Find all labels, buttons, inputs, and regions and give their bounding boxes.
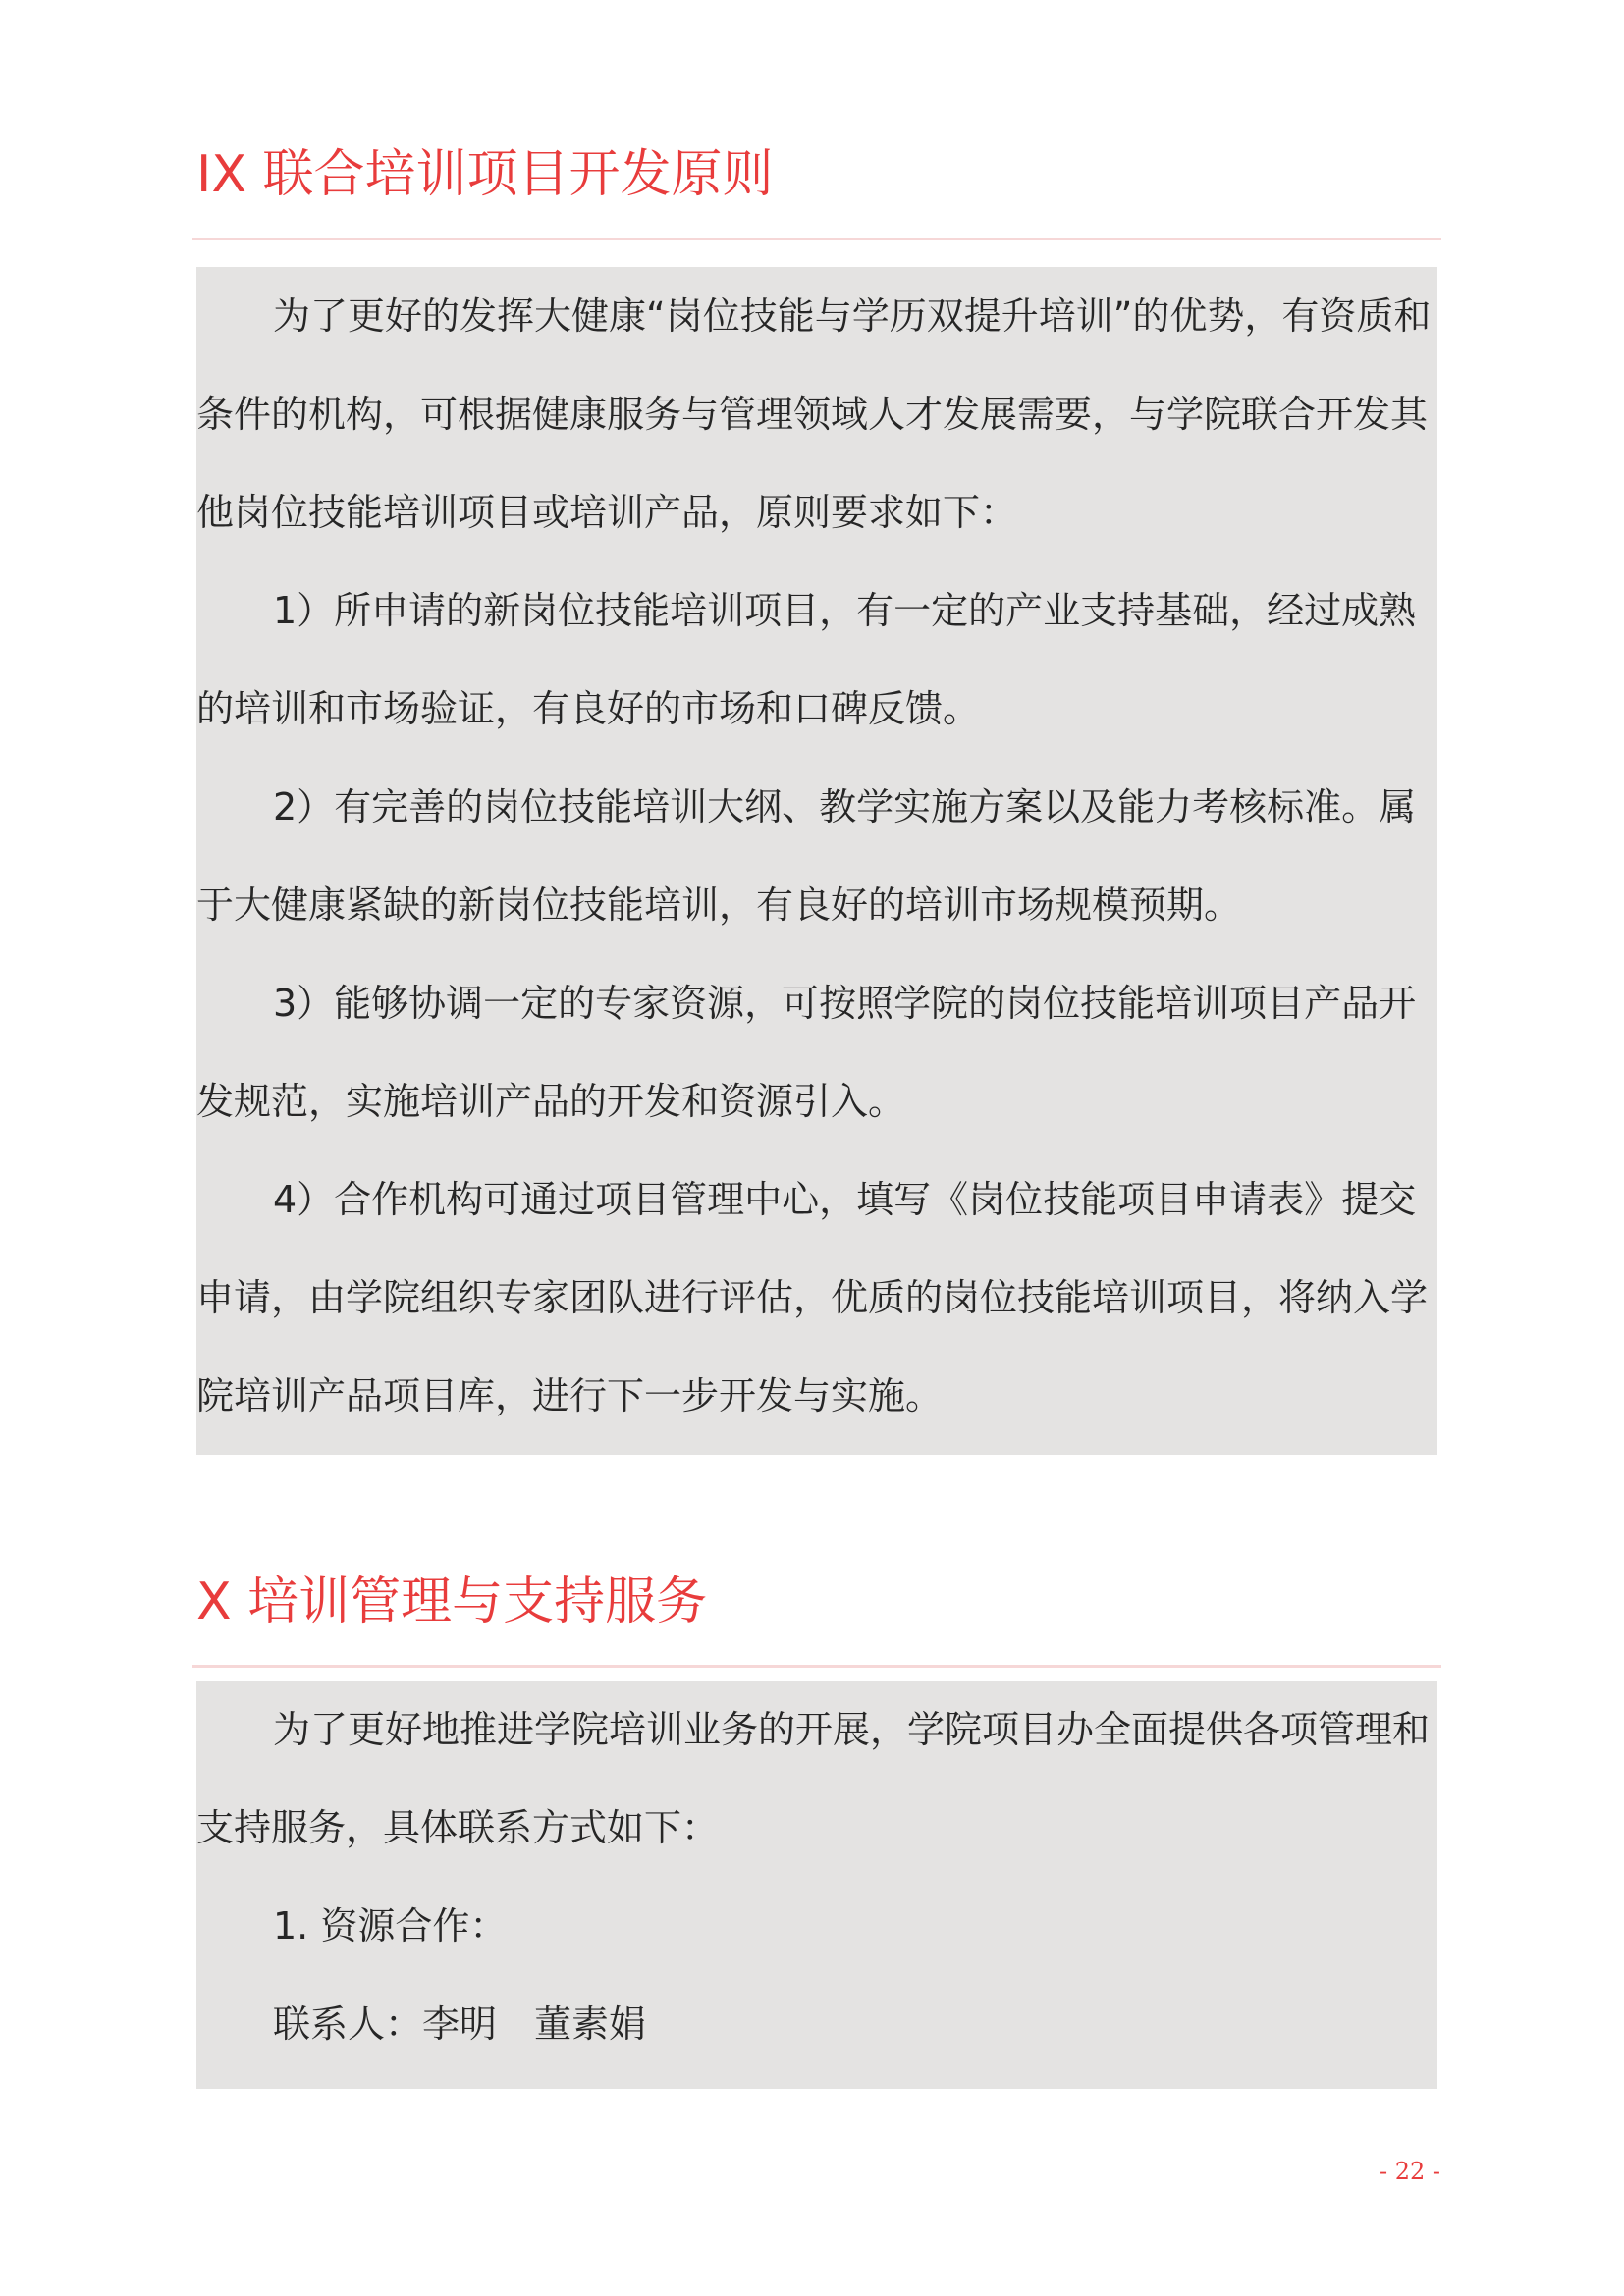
principle-4-paragraph: 4）合作机构可通过项目管理中心，填写《岗位技能项目申请表》提交申请，由学院组织专家团队进行评估，优质的岗位技能培训项目，将纳入学院培训产品项目库，进行下一步开发与实施。 xyxy=(196,1178,1429,1417)
contact-person-line: 联系人：李明 董素娟 xyxy=(273,2002,647,2046)
intro-paragraph: 为了更好的发挥大健康“岗位技能与学历双提升培训”的优势，有资质和条件的机构，可根据健康服务与管理领域人才发展需要，与学院联合开发其他岗位技能培训项目或培训产品，原则要求如下： xyxy=(196,294,1432,534)
principle-3-paragraph: 3）能够协调一定的专家资源，可按照学院的岗位技能培训项目产品开发规范，实施培训产品的开发和资源引入。 xyxy=(196,982,1417,1123)
section-10-title: X 培训管理与支持服务 xyxy=(196,1573,708,1631)
section-9-content-box xyxy=(196,267,1437,1455)
section-10-content-box xyxy=(196,1681,1437,2089)
resource-cooperation-heading: 1. 资源合作： xyxy=(273,1904,508,1948)
section-9-divider xyxy=(192,238,1441,240)
principle-1-paragraph: 1）所申请的新岗位技能培训项目，有一定的产业支持基础，经过成熟的培训和市场验证，有良好的市场和口碑反馈。 xyxy=(196,589,1417,730)
section-9-title: IX 联合培训项目开发原则 xyxy=(196,145,774,204)
principle-2-paragraph: 2）有完善的岗位技能培训大纲、教学实施方案以及能力考核标准。属于大健康紧缺的新岗位技能培训，有良好的培训市场规模预期。 xyxy=(196,785,1417,927)
section-10-divider xyxy=(192,1665,1441,1668)
page-number: - 22 - xyxy=(1380,2158,1441,2185)
support-intro-paragraph: 为了更好地推进学院培训业务的开展，学院项目办全面提供各项管理和支持服务，具体联系方式如下： xyxy=(196,1708,1431,1849)
